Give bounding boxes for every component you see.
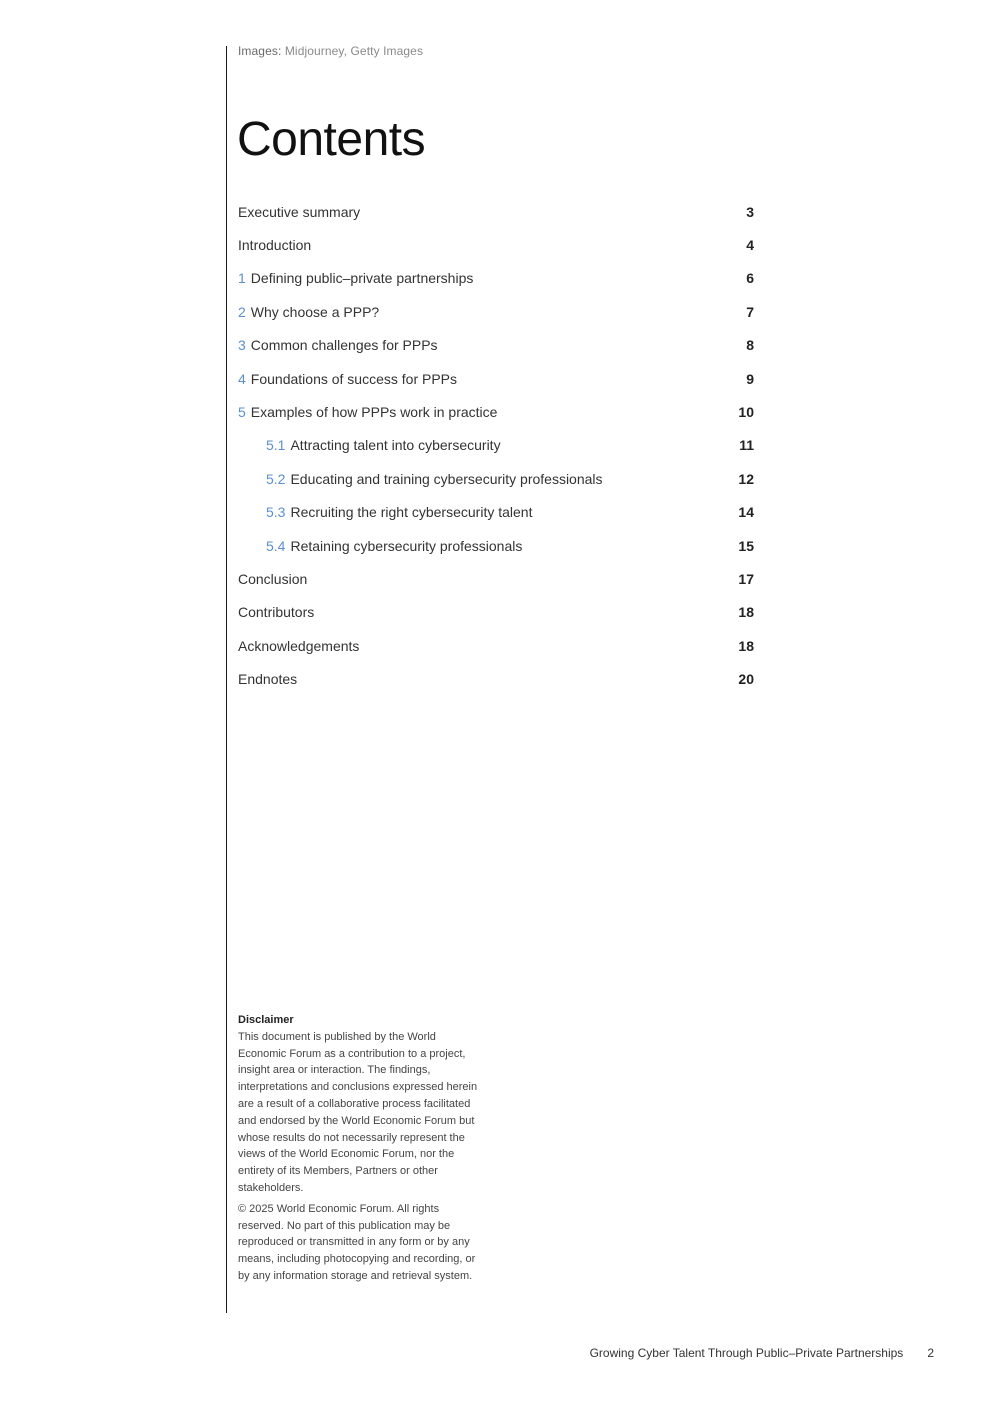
toc-entry[interactable] xyxy=(238,662,754,695)
toc-page-number: 7 xyxy=(746,303,754,320)
footer-page-number: 2 xyxy=(927,1346,934,1360)
toc-subentry[interactable] xyxy=(238,529,754,562)
toc-page-number: 9 xyxy=(746,370,754,387)
toc-entry[interactable] xyxy=(238,395,754,428)
toc-page-number: 15 xyxy=(738,537,754,554)
page-title: Contents xyxy=(237,113,426,166)
toc-entry-number: 4 xyxy=(238,370,246,387)
toc-page-number: 8 xyxy=(746,337,754,354)
disclaimer-body: This document is published by the World Economic Forum as a contribution to a project, insight area or interaction. The findings, interpretations and conclusions expressed herein are a result of a collaborative process facilitated and endorsed by the World Economic Forum but whose results do not necessarily represent the views of the World Economic Forum, nor the entirety of its Members, Partners or other stakeholders. xyxy=(238,1030,478,1194)
toc-entry-text: Defining public–private partnerships xyxy=(250,270,474,287)
toc-entry-label xyxy=(238,404,724,420)
page-footer xyxy=(590,1346,934,1360)
toc-page-number: 18 xyxy=(738,604,754,621)
copyright-notice: © 2025 World Economic Forum. All rights reserved. No part of this publication may be reproduced or transmitted in any form or by any means, including photocopying and recording, or by any information storage and retrieval system. xyxy=(238,1202,476,1282)
toc-entry[interactable] xyxy=(238,329,754,362)
toc-entry[interactable] xyxy=(238,629,754,662)
image-credit-text: Midjourney, Getty Images xyxy=(284,44,424,58)
toc-entry-text: Introduction xyxy=(238,237,312,254)
toc-entry-label xyxy=(238,638,724,654)
toc-entry-number: 5.2 xyxy=(266,470,286,487)
toc-page-number: 6 xyxy=(746,270,754,287)
toc-entry-label xyxy=(238,204,724,220)
toc-entry-number: 5 xyxy=(238,404,246,421)
toc-entry-text: Attracting talent into cybersecurity xyxy=(290,437,501,454)
toc-entry-label xyxy=(266,471,724,487)
toc-page-number: 3 xyxy=(746,203,754,220)
toc-entry-text: Examples of how PPPs work in practice xyxy=(250,404,498,421)
image-credit xyxy=(238,44,423,58)
toc-subentry[interactable] xyxy=(238,462,754,495)
toc-page-number: 12 xyxy=(738,470,754,487)
toc-entry-text: Why choose a PPP? xyxy=(250,303,380,320)
toc-entry[interactable] xyxy=(238,228,754,261)
toc-entry[interactable] xyxy=(238,596,754,629)
toc-page-number: 10 xyxy=(738,404,754,421)
toc-page-number: 14 xyxy=(738,504,754,521)
toc-page-number: 18 xyxy=(738,637,754,654)
toc-page-number: 20 xyxy=(738,671,754,688)
toc-entry-label xyxy=(238,337,724,353)
disclaimer-heading: Disclaimer xyxy=(238,1014,294,1026)
toc-entry-number: 1 xyxy=(238,270,246,287)
toc-entry-label xyxy=(238,571,724,587)
toc-entry-label xyxy=(266,437,724,453)
toc-entry[interactable] xyxy=(238,362,754,395)
toc-entry-number: 3 xyxy=(238,337,246,354)
toc-entry-text: Common challenges for PPPs xyxy=(250,337,438,354)
disclaimer xyxy=(238,1012,478,1285)
toc-entry[interactable] xyxy=(238,295,754,328)
toc-entry-text: Conclusion xyxy=(238,570,308,587)
toc-entry-label xyxy=(238,371,724,387)
toc-entry-label xyxy=(238,270,724,286)
toc-entry-text: Recruiting the right cybersecurity talent xyxy=(290,504,533,521)
toc-page-number: 11 xyxy=(739,437,754,454)
toc-entry-text: Foundations of success for PPPs xyxy=(250,370,458,387)
toc-entry-number: 5.1 xyxy=(266,437,286,454)
toc-entry-label xyxy=(238,237,724,253)
toc-entry-text: Endnotes xyxy=(238,671,298,688)
footer-doc-title: Growing Cyber Talent Through Public–Private Partnerships xyxy=(589,1346,904,1360)
toc-entry-text: Executive summary xyxy=(238,203,361,220)
toc-entry[interactable] xyxy=(238,562,754,595)
toc-entry[interactable] xyxy=(238,262,754,295)
toc-entry-number: 5.4 xyxy=(266,537,286,554)
toc-entry-label xyxy=(238,671,724,687)
table-of-contents xyxy=(238,195,754,696)
toc-entry-number: 2 xyxy=(238,303,246,320)
toc-entry-text: Retaining cybersecurity professionals xyxy=(290,537,523,554)
toc-entry-label xyxy=(266,538,724,554)
toc-page-number: 17 xyxy=(738,570,754,587)
toc-entry-text: Educating and training cybersecurity professionals xyxy=(290,470,603,487)
toc-entry-label xyxy=(238,304,724,320)
image-credit-label: Images: xyxy=(238,44,282,58)
margin-rule xyxy=(226,46,227,1313)
toc-subentry[interactable] xyxy=(238,496,754,529)
toc-page-number: 4 xyxy=(746,237,754,254)
toc-entry-text: Contributors xyxy=(238,604,315,621)
toc-entry-label xyxy=(238,604,724,620)
toc-entry-text: Acknowledgements xyxy=(238,637,360,654)
toc-entry-number: 5.3 xyxy=(266,504,286,521)
toc-entry[interactable] xyxy=(238,195,754,228)
toc-entry-label xyxy=(266,504,724,520)
toc-subentry[interactable] xyxy=(238,429,754,462)
